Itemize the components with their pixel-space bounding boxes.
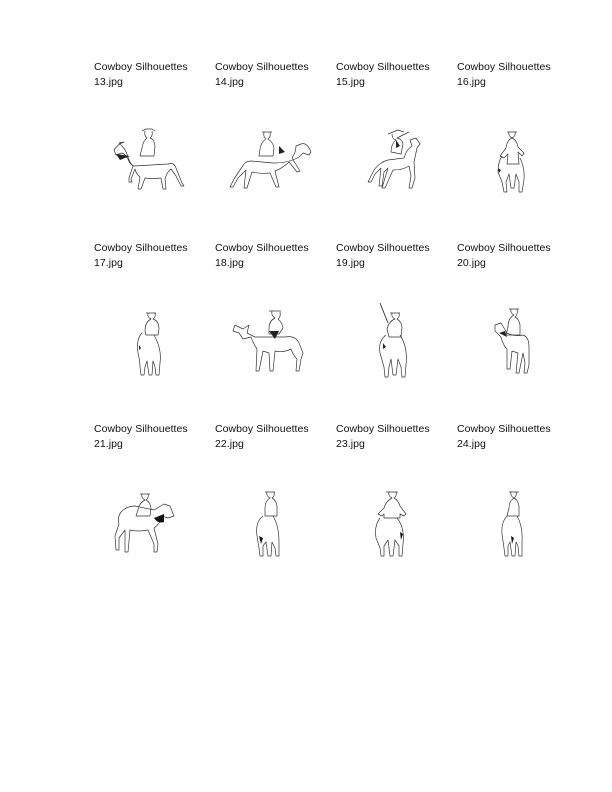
thumbnail-24[interactable]	[457, 422, 575, 592]
thumbnail-caption	[215, 241, 333, 271]
thumbnail-caption	[215, 60, 333, 90]
thumbnail-filename: 22.jpg	[215, 438, 244, 450]
thumbnail-filename: 20.jpg	[457, 257, 486, 269]
thumbnail-caption	[94, 241, 212, 271]
thumbnail-caption	[457, 60, 575, 90]
thumbnail-filename: 18.jpg	[215, 257, 244, 269]
thumbnail-title: Cowboy Silhouettes	[215, 423, 309, 435]
thumbnail-13[interactable]	[94, 60, 212, 230]
thumbnail-filename: 21.jpg	[94, 438, 123, 450]
thumbnail-21[interactable]	[94, 422, 212, 592]
thumbnail-filename: 16.jpg	[457, 76, 486, 88]
thumbnail-filename: 24.jpg	[457, 438, 486, 450]
thumbnail-14[interactable]	[215, 60, 333, 230]
thumbnail-caption	[457, 241, 575, 271]
thumbnail-title: Cowboy Silhouettes	[336, 423, 430, 435]
thumbnail-23[interactable]	[336, 422, 454, 592]
thumbnail-title: Cowboy Silhouettes	[215, 242, 309, 254]
thumbnail-filename: 14.jpg	[215, 76, 244, 88]
thumbnail-title: Cowboy Silhouettes	[457, 423, 551, 435]
thumbnail-caption	[94, 422, 212, 452]
cowboy-horse-side-right-icon	[94, 104, 212, 214]
cowboy-horse-rifle-icon	[336, 285, 454, 395]
cowboy-horse-rearing-icon	[336, 104, 454, 214]
cowboy-mule-left-icon	[215, 285, 333, 395]
thumbnail-title: Cowboy Silhouettes	[94, 423, 188, 435]
thumbnail-filename: 17.jpg	[94, 257, 123, 269]
thumbnail-caption	[94, 60, 212, 90]
thumbnail-caption	[215, 422, 333, 452]
thumbnail-title: Cowboy Silhouettes	[457, 61, 551, 73]
thumbnail-title: Cowboy Silhouettes	[215, 61, 309, 73]
thumbnail-15[interactable]	[336, 60, 454, 230]
thumbnail-filename: 15.jpg	[336, 76, 365, 88]
thumbnail-filename: 13.jpg	[94, 76, 123, 88]
cowboy-horse-rear-icon	[94, 285, 212, 395]
thumbnail-title: Cowboy Silhouettes	[94, 61, 188, 73]
thumbnail-filename: 23.jpg	[336, 438, 365, 450]
thumbnail-19[interactable]	[336, 241, 454, 411]
thumbnail-20[interactable]	[457, 241, 575, 411]
thumbnail-caption	[336, 241, 454, 271]
thumbnail-filename: 19.jpg	[336, 257, 365, 269]
thumbnail-16[interactable]	[457, 60, 575, 230]
thumbnail-title: Cowboy Silhouettes	[336, 242, 430, 254]
cowboy-horse-front-icon	[336, 466, 454, 576]
thumbnail-17[interactable]	[94, 241, 212, 411]
cowboy-horse-front-icon	[457, 466, 575, 576]
cowboy-horse-front-icon	[215, 466, 333, 576]
cowboy-horse-trot-right-icon	[215, 104, 333, 214]
thumbnail-22[interactable]	[215, 422, 333, 592]
cowboy-horse-front-icon	[457, 104, 575, 214]
cowboy-horse-three-quarter-icon	[457, 285, 575, 395]
thumbnail-caption	[457, 422, 575, 452]
thumbnail-title: Cowboy Silhouettes	[457, 242, 551, 254]
thumbnail-18[interactable]	[215, 241, 333, 411]
thumbnail-caption	[336, 60, 454, 90]
thumbnail-title: Cowboy Silhouettes	[336, 61, 430, 73]
cowboy-horse-side-right-icon	[94, 466, 212, 576]
thumbnail-title: Cowboy Silhouettes	[94, 242, 188, 254]
thumbnail-caption	[336, 422, 454, 452]
